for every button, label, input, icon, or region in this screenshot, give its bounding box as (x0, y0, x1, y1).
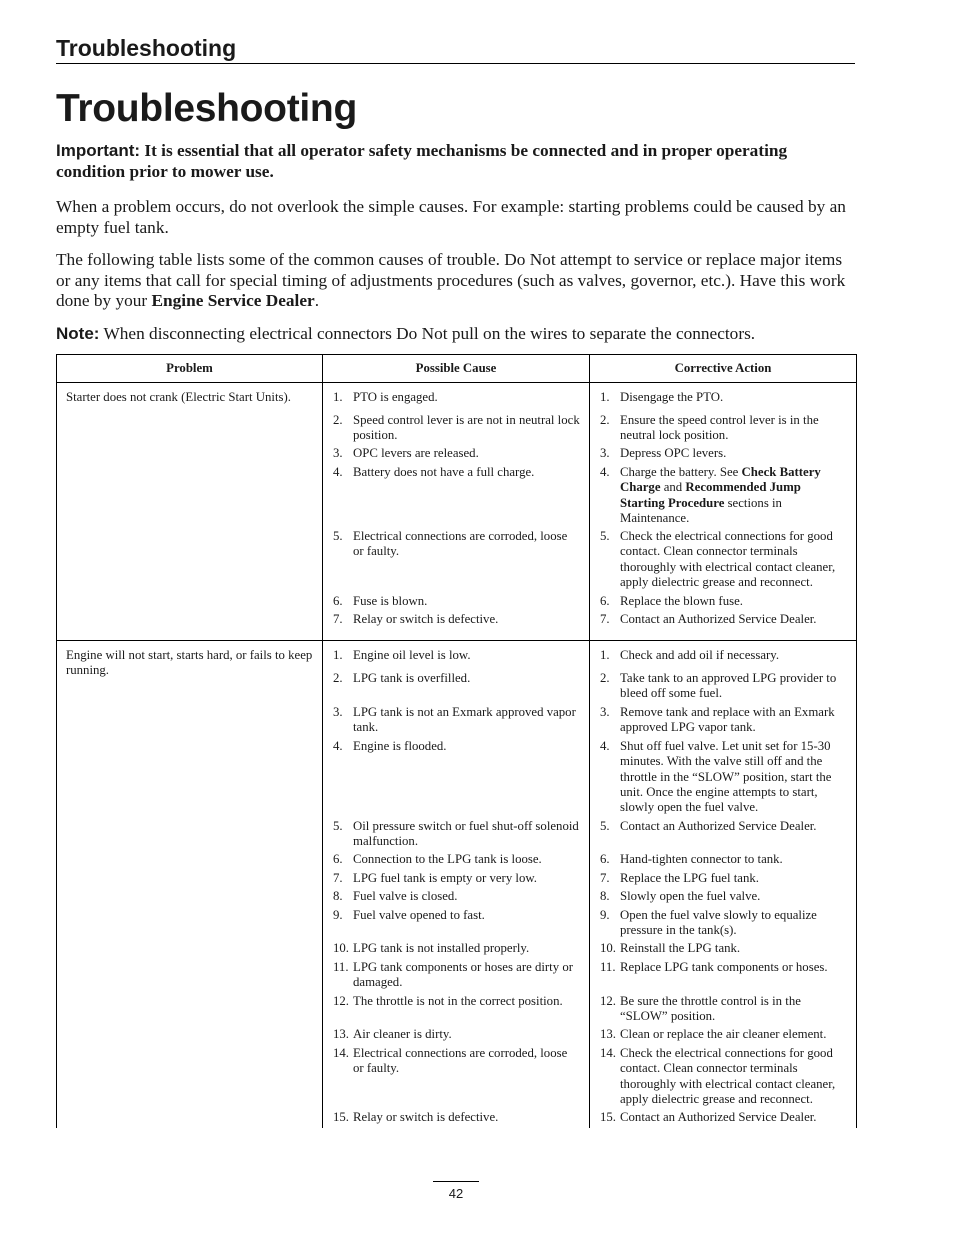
problem-cell: Engine will not start, starts hard, or fails to keep running. (57, 641, 323, 1129)
list-item: 15. Relay or switch is defective. (333, 1110, 499, 1124)
important-label: Important: (56, 141, 141, 160)
note-block (56, 324, 856, 345)
list-item: 3. LPG tank is not an Exmark approved vapor tank. (333, 705, 576, 735)
list-item: 6. Hand-tighten connector to tank. (600, 852, 783, 866)
list-item: 7. Relay or switch is defective. (333, 612, 499, 626)
note-text: When disconnecting electrical connectors Do Not pull on the wires to separate the connectors. (103, 324, 756, 343)
list-item: 9. Open the fuel valve slowly to equalize pressure in the tank(s). (600, 908, 817, 938)
important-notice (56, 141, 856, 182)
list-item: 2. LPG tank is overfilled. (333, 671, 471, 685)
list-item: 13. Clean or replace the air cleaner element. (600, 1027, 827, 1041)
list-item: 1. Engine oil level is low. (333, 648, 471, 662)
list-item: 4. Shut off fuel valve. Let unit set for 15-30 minutes. With the valve still off and the throttle in the “SLOW” position, start the unit. Once the engine attempts to start, slowly open the fuel valve. (600, 739, 832, 815)
list-item: 4. Engine is flooded. (333, 739, 447, 753)
footer-divider (433, 1181, 479, 1182)
page-title: Troubleshooting (56, 87, 357, 130)
troubleshooting-table (56, 354, 857, 1128)
list-item: 3. Depress OPC levers. (600, 446, 727, 460)
list-item: 8. Slowly open the fuel valve. (600, 889, 761, 903)
note-label: Note: (56, 324, 100, 343)
list-item: 6. Replace the blown fuse. (600, 594, 743, 608)
list-item: 4. Battery does not have a full charge. (333, 465, 535, 479)
list-item: 1. PTO is engaged. (333, 390, 438, 404)
intro-paragraph: When a problem occurs, do not overlook the simple causes. For example: starting problems could be caused by an empty fuel tank. (56, 197, 846, 237)
cause-cell (323, 383, 590, 641)
list-item: 12. Be sure the throttle control is in the “SLOW” position. (600, 994, 801, 1024)
check-battery-charge-ref: Check Battery Charge (620, 465, 821, 495)
list-item: 5. Check the electrical connections for good contact. Clean connector terminals thoroughly with electrical contact cleaner, apply dielectric grease and reconnect. (600, 529, 836, 589)
list-item: 6. Fuse is blown. (333, 594, 428, 608)
list-item: 14. Electrical connections are corroded, loose or faulty. (333, 1046, 568, 1076)
list-item: 1. Check and add oil if necessary. (600, 648, 780, 662)
list-item: 2. Speed control lever is are not in neutral lock position. (333, 413, 580, 443)
table-header-row (57, 355, 857, 383)
list-item: 3. OPC levers are released. (333, 446, 479, 460)
page-number: 42 (448, 1186, 464, 1201)
action-cell (590, 383, 857, 641)
list-item: 5. Contact an Authorized Service Dealer. (600, 819, 817, 833)
problem-cell: Starter does not crank (Electric Start Units). (57, 383, 323, 641)
list-item: 11. Replace LPG tank components or hoses. (600, 960, 828, 974)
list-item: 12. The throttle is not in the correct position. (333, 994, 563, 1008)
list-item: 2. Ensure the speed control lever is in the neutral lock position. (600, 413, 819, 443)
list-item: 6. Connection to the LPG tank is loose. (333, 852, 542, 866)
list-item: 2. Take tank to an approved LPG provider to bleed off some fuel. (600, 671, 837, 701)
list-item: 5. Electrical connections are corroded, loose or faulty. (333, 529, 568, 559)
list-item: 9. Fuel valve opened to fast. (333, 908, 485, 922)
table-intro-text: The following table lists some of the common causes of trouble. Do Not attempt to service or replace major items or any items that call for special timing of adjustments procedures (such as valves, governor, etc.). Have this work done by your (56, 250, 846, 310)
list-item: 1. Disengage the PTO. (600, 390, 724, 404)
list-item: 7. Replace the LPG fuel tank. (600, 871, 759, 885)
list-item: 8. Fuel valve is closed. (333, 889, 458, 903)
header-corrective-action: Corrective Action (590, 355, 857, 383)
list-item: 15. Contact an Authorized Service Dealer. (600, 1110, 817, 1124)
list-item: 5. Oil pressure switch or fuel shut-off solenoid malfunction. (333, 819, 579, 849)
list-item: 14. Check the electrical connections for good contact. Clean connector terminals thoroughly with electrical contact cleaner, apply dielectric grease and reconnect. (600, 1046, 836, 1106)
list-item: 10. LPG tank is not installed properly. (333, 941, 530, 955)
table-intro-paragraph (56, 250, 856, 312)
jump-starting-ref: Recommended Jump Starting Procedure (620, 480, 801, 510)
list-item: 4. Charge the battery. See Check Battery Charge and Recommended Jump Starting Procedure sections in Maintenance. (600, 465, 821, 525)
list-item: 10. Reinstall the LPG tank. (600, 941, 741, 955)
table-intro-end: . (314, 291, 320, 310)
list-item: 13. Air cleaner is dirty. (333, 1027, 452, 1041)
list-item: 7. Contact an Authorized Service Dealer. (600, 612, 817, 626)
table-section-starter (57, 383, 857, 641)
list-item: 7. LPG fuel tank is empty or very low. (333, 871, 537, 885)
header-problem: Problem (57, 355, 323, 383)
list-item: 11. LPG tank components or hoses are dirty or damaged. (333, 960, 573, 990)
table-section-engine (57, 641, 857, 1129)
engine-service-dealer: Engine Service Dealer (151, 291, 315, 310)
action-cell (590, 641, 857, 1129)
list-item: 3. Remove tank and replace with an Exmark approved LPG vapor tank. (600, 705, 835, 735)
header-possible-cause: Possible Cause (323, 355, 590, 383)
running-header: Troubleshooting (56, 33, 855, 64)
cause-cell (323, 641, 590, 1129)
important-text: It is essential that all operator safety mechanisms be connected and in proper operating condition prior to mower use. (56, 141, 788, 181)
